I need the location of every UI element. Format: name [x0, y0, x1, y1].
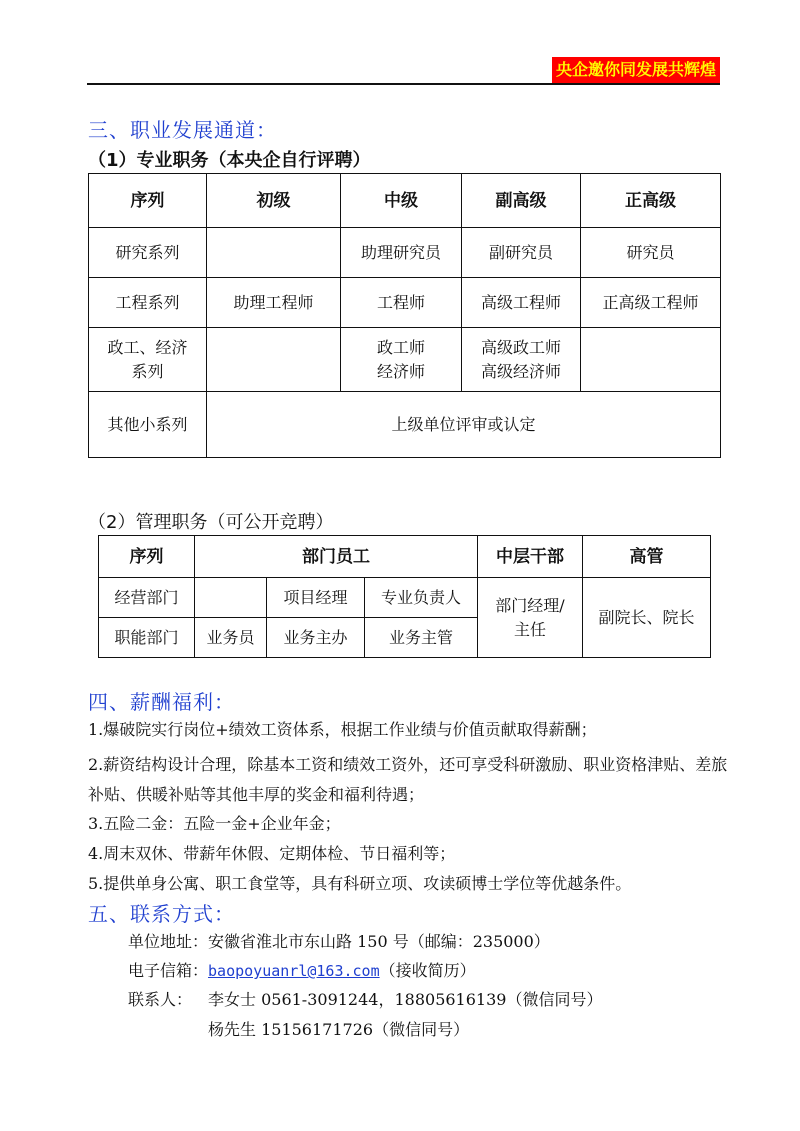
email-label: 电子信箱： [128, 961, 209, 980]
email-line [128, 959, 476, 983]
table-cell: 经营部门 [99, 578, 195, 618]
email-link[interactable]: baopoyuanrl@163.com [208, 962, 380, 980]
cell-line: 经济师 [376, 361, 425, 381]
contact-2: 杨先生 15156171726（微信同号） [208, 1020, 470, 1039]
table-cell: 副研究员 [462, 228, 581, 278]
benefit-item: 5.提供单身公寓、职工食堂等，具有科研立项、攻读硕博士学位等优越条件。 [88, 874, 632, 893]
cell-line: 系列 [131, 361, 164, 381]
professional-subtitle: （1）专业职务（本央企自行评聘） [88, 150, 371, 171]
header-rule [87, 83, 720, 85]
table-cell [462, 328, 581, 392]
table-cell: 正高级工程师 [581, 278, 721, 328]
cell-line: 主任 [513, 619, 546, 639]
table-row [89, 278, 721, 328]
table-cell: 业务主办 [267, 618, 365, 658]
table-cell: 研究系列 [89, 228, 207, 278]
table-cell: 职能部门 [99, 618, 195, 658]
table-cell: 工程系列 [89, 278, 207, 328]
benefit-item: 1.爆破院实行岗位+绩效工资体系，根据工作业绩与价值贡献取得薪酬； [88, 720, 597, 739]
table-header-row [89, 174, 721, 228]
cell-line: 部门经理/ [495, 595, 565, 615]
address-line: 单位地址：安徽省淮北市东山路 150 号（邮编：235000） [128, 932, 550, 951]
header-cell: 序列 [89, 174, 207, 228]
management-table [98, 535, 711, 658]
section3-title: 三、职业发展通道： [88, 118, 277, 142]
contact-label: 联系人： [128, 990, 193, 1009]
table-row [89, 328, 721, 392]
table-cell: 副院长、院长 [583, 578, 711, 658]
table-cell: 助理工程师 [207, 278, 341, 328]
table-header-row [99, 536, 711, 578]
header-badge: 央企邀你同发展共辉煌 [552, 57, 720, 83]
header-cell: 中层干部 [478, 536, 583, 578]
table-cell: 专业负责人 [365, 578, 478, 618]
table-cell [195, 578, 267, 618]
table-cell: 其他小系列 [89, 392, 207, 458]
table-cell: 上级单位评审或认定 [207, 392, 721, 458]
header-cell: 中级 [341, 174, 462, 228]
contact-1: 李女士 0561-3091244，18805616139（微信同号） [208, 990, 603, 1009]
header-cell: 序列 [99, 536, 195, 578]
table-cell [207, 328, 341, 392]
email-note: （接收简历） [379, 961, 476, 980]
management-subtitle: （2）管理职务（可公开竞聘） [88, 512, 334, 533]
table-cell: 助理研究员 [341, 228, 462, 278]
cell-line: 政工师 [376, 337, 425, 357]
professional-table [88, 173, 721, 458]
table-cell: 工程师 [341, 278, 462, 328]
table-row [89, 228, 721, 278]
section4-title: 四、薪酬福利： [88, 690, 235, 714]
table-cell [341, 328, 462, 392]
header-cell: 初级 [207, 174, 341, 228]
table-cell [89, 328, 207, 392]
benefit-item: 4.周末双休、带薪年休假、定期体检、节日福利等； [88, 844, 456, 863]
cell-line: 高级经济师 [480, 361, 561, 381]
table-cell: 业务员 [195, 618, 267, 658]
table-cell: 研究员 [581, 228, 721, 278]
table-row [89, 392, 721, 458]
benefit-item: 3.五险二金：五险一金+企业年金； [88, 814, 341, 833]
cell-line: 政工、经济 [107, 337, 188, 357]
header-cell: 部门员工 [195, 536, 478, 578]
table-cell [581, 328, 721, 392]
header-cell: 高管 [583, 536, 711, 578]
table-cell [207, 228, 341, 278]
section5-title: 五、联系方式： [88, 902, 235, 926]
table-cell [478, 578, 583, 658]
header-cell: 正高级 [581, 174, 721, 228]
table-cell: 项目经理 [267, 578, 365, 618]
table-cell: 业务主管 [365, 618, 478, 658]
header-cell: 副高级 [462, 174, 581, 228]
table-row [99, 578, 711, 618]
cell-line: 高级政工师 [480, 337, 561, 357]
table-cell: 高级工程师 [462, 278, 581, 328]
benefit-item: 2.薪资结构设计合理，除基本工资和绩效工资外，还可享受科研激励、职业资格津贴、差旅补贴、供暖补贴等其他丰厚的奖金和福利待遇； [88, 755, 728, 804]
